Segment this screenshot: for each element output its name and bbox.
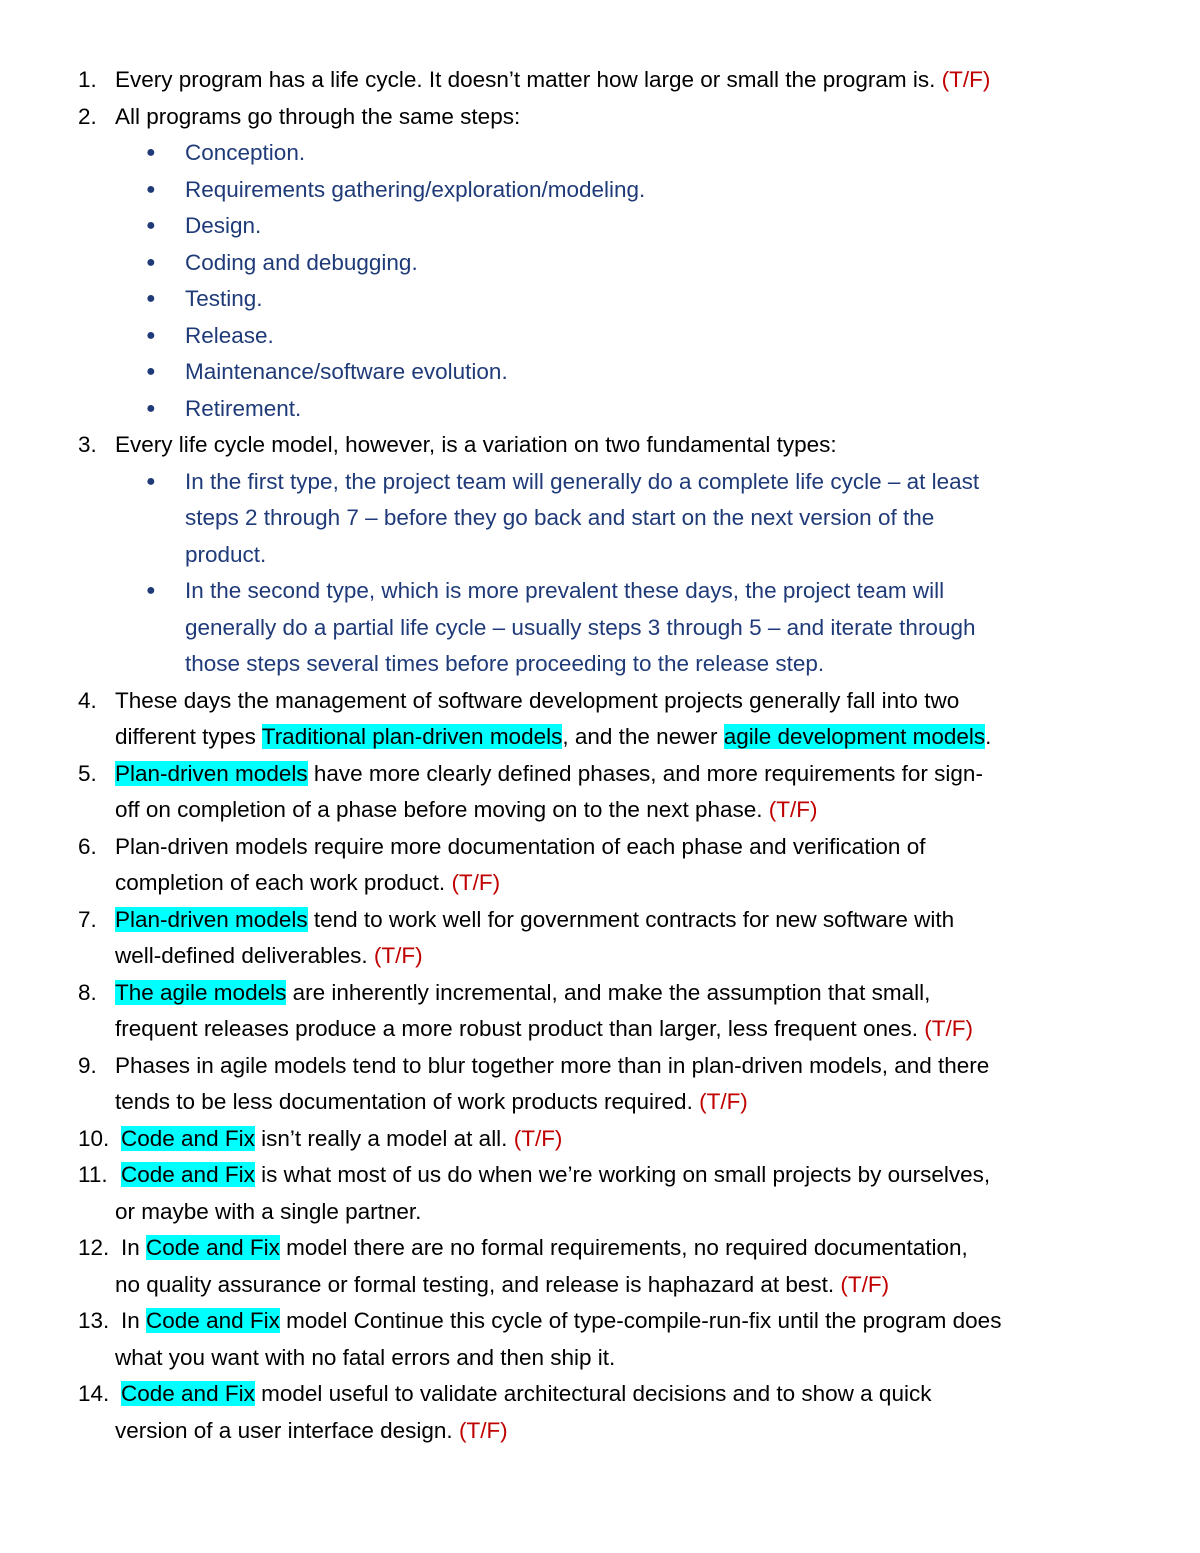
list-item-continuation: or maybe with a single partner.	[115, 1198, 422, 1224]
list-item	[0, 1121, 1200, 1158]
bullet-icon: ●	[146, 582, 156, 599]
item-text: Plan-driven models have more clearly defined phases, and more requirements for sign-	[115, 760, 983, 786]
list-item	[0, 1048, 1200, 1085]
item-number: 5.	[78, 760, 97, 786]
bullet-item: ● Retirement.	[0, 391, 1200, 428]
list-item	[0, 756, 1200, 793]
item-number: 8.	[78, 979, 97, 1005]
list-item-continuation: tends to be less documentation of work products required. (T/F)	[115, 1089, 748, 1114]
bullet-continuation: those steps several times before proceeding to the release step.	[185, 651, 825, 676]
list-item	[0, 1230, 1200, 1267]
item-number: 4.	[78, 687, 97, 713]
list-item	[0, 1303, 1200, 1340]
item-text: Code and Fix isn’t really a model at all. (T/F)	[121, 1125, 563, 1151]
bullet-icon: ●	[146, 363, 156, 380]
item-text: The agile models are inherently incremental, and make the assumption that small,	[115, 979, 931, 1005]
list-item-continuation: no quality assurance or formal testing, and release is haphazard at best. (T/F)	[115, 1271, 890, 1297]
list-item	[0, 1376, 1200, 1413]
list-item-continuation: different types Traditional plan-driven models, and the newer agile development models.	[115, 724, 992, 749]
highlighted-term: Code and Fix	[121, 1125, 255, 1151]
bullet-item: ● Maintenance/software evolution.	[0, 354, 1200, 391]
item-text: These days the management of software development projects generally fall into two	[115, 687, 960, 713]
highlighted-term: Code and Fix	[146, 1235, 280, 1260]
item-number: 13.	[78, 1308, 110, 1333]
highlighted-term: Traditional plan-driven models	[261, 724, 563, 749]
bullet-continuation: product.	[185, 541, 267, 567]
highlighted-term: Plan-driven models	[115, 760, 308, 786]
true-false-marker: (T/F)	[941, 67, 991, 92]
question-list	[0, 62, 1200, 1449]
highlighted-term: agile development models	[723, 724, 986, 749]
highlighted-term: The agile models	[115, 979, 287, 1005]
bullet-continuation: generally do a partial life cycle – usually steps 3 through 5 – and iterate through	[185, 614, 976, 640]
true-false-marker: (T/F)	[840, 1271, 890, 1297]
bullet-icon: ●	[146, 290, 156, 307]
list-item-continuation: version of a user interface design. (T/F)	[115, 1417, 508, 1443]
item-text: Every life cycle model, however, is a variation on two fundamental types:	[115, 432, 837, 457]
bullet-item: ● Conception.	[0, 135, 1200, 172]
bullet-item: ● In the first type, the project team will generally do a complete life cycle – at least	[0, 464, 1200, 501]
item-text: Every program has a life cycle. It doesn’t matter how large or small the program is. (T/F)	[115, 67, 991, 92]
highlighted-term: Code and Fix	[121, 1381, 255, 1406]
item-text: Code and Fix model useful to validate architectural decisions and to show a quick	[121, 1381, 932, 1406]
item-number: 10.	[78, 1125, 110, 1151]
item-number: 2.	[78, 103, 97, 129]
item-text: Code and Fix is what most of us do when we’re working on small projects by ourselves,	[121, 1162, 991, 1187]
list-item	[0, 902, 1200, 939]
list-item	[0, 427, 1200, 464]
item-number: 14.	[78, 1381, 110, 1406]
list-item	[0, 1157, 1200, 1194]
bullet-item: ● Coding and debugging.	[0, 245, 1200, 282]
list-item-continuation: off on completion of a phase before moving on to the next phase. (T/F)	[115, 797, 818, 822]
list-item	[0, 99, 1200, 136]
list-item-continuation: frequent releases produce a more robust product than larger, less frequent ones. (T/F)	[115, 1016, 973, 1041]
item-number: 11.	[78, 1162, 108, 1187]
highlighted-term: Plan-driven models	[115, 906, 308, 932]
item-text: In Code and Fix model there are no formal requirements, no required documentation,	[121, 1235, 968, 1260]
bullet-icon: ●	[146, 399, 156, 417]
item-text: Plan-driven models require more documentation of each phase and verification of	[115, 833, 926, 859]
bullet-item: ● Requirements gathering/exploration/modeling.	[0, 172, 1200, 209]
item-number: 7.	[78, 906, 97, 932]
list-item	[0, 62, 1200, 99]
true-false-marker: (T/F)	[458, 1417, 508, 1443]
item-text: Plan-driven models tend to work well for government contracts for new software with	[115, 906, 955, 932]
bullet-item: ● Design.	[0, 208, 1200, 245]
item-text: All programs go through the same steps:	[115, 103, 521, 129]
bullet-item: ● Release.	[0, 318, 1200, 355]
highlighted-term: Code and Fix	[121, 1162, 255, 1187]
bullet-continuation: steps 2 through 7 – before they go back and start on the next version of the	[185, 505, 935, 530]
list-item-continuation: what you want with no fatal errors and then ship it.	[115, 1344, 616, 1370]
list-item-continuation: completion of each work product. (T/F)	[115, 870, 501, 895]
bullet-icon: ●	[146, 326, 156, 344]
true-false-marker: (T/F)	[924, 1016, 973, 1041]
bullet-icon: ●	[146, 144, 156, 161]
list-item	[0, 829, 1200, 866]
bullet-icon: ●	[146, 253, 156, 271]
true-false-marker: (T/F)	[699, 1089, 748, 1114]
highlighted-term: Code and Fix	[146, 1308, 280, 1333]
bullet-item: ● In the second type, which is more prevalent these days, the project team will	[0, 573, 1200, 610]
item-text: In Code and Fix model Continue this cycle of type-compile-run-fix until the program does	[121, 1308, 1002, 1333]
item-text: Phases in agile models tend to blur together more than in plan-driven models, and there	[115, 1052, 990, 1078]
true-false-marker: (T/F)	[451, 870, 501, 895]
bullet-icon: ●	[146, 217, 156, 234]
item-number: 12.	[78, 1235, 110, 1260]
bullet-icon: ●	[146, 180, 156, 198]
true-false-marker: (T/F)	[513, 1125, 563, 1151]
list-item	[0, 683, 1200, 720]
item-number: 1.	[78, 67, 97, 92]
true-false-marker: (T/F)	[373, 943, 423, 968]
list-item	[0, 975, 1200, 1012]
item-number: 3.	[78, 432, 97, 457]
item-number: 6.	[78, 833, 97, 859]
item-number: 9.	[78, 1052, 97, 1078]
bullet-item: ● Testing.	[0, 281, 1200, 318]
true-false-marker: (T/F)	[768, 797, 818, 822]
bullet-icon: ●	[146, 472, 156, 490]
list-item-continuation: well-defined deliverables. (T/F)	[115, 943, 423, 968]
